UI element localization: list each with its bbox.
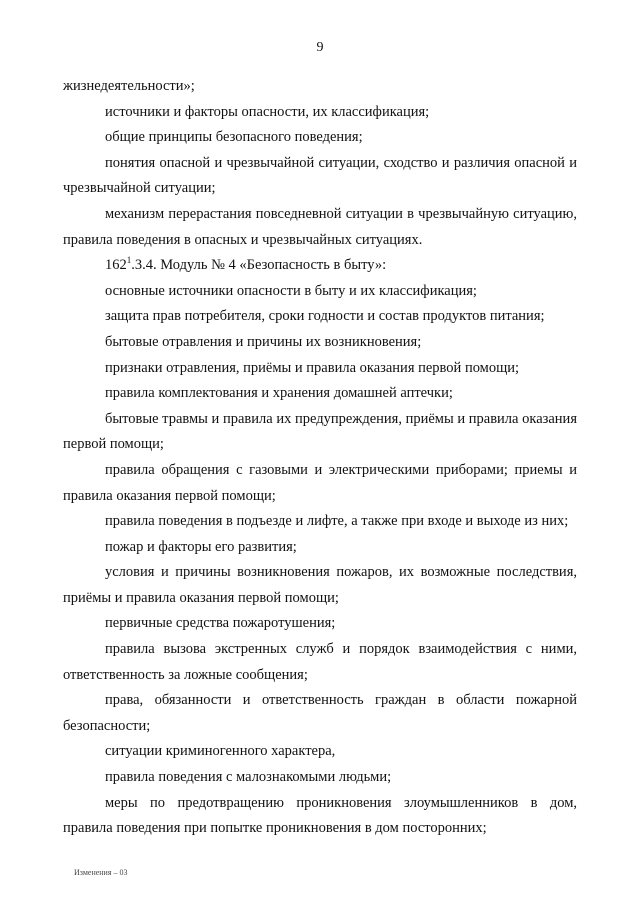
paragraph: признаки отравления, приёмы и правила оказания первой помощи; <box>105 359 520 376</box>
section-number: 162 <box>105 257 127 274</box>
section-superscript: 1 <box>126 255 132 266</box>
paragraph: основные источники опасности в быту и их классификация; <box>105 282 477 299</box>
revision-footer: Изменения – 03 <box>74 868 128 877</box>
paragraph: правила поведения в подъезде и лифте, а также при входе и выходе из них; <box>105 513 569 530</box>
paragraph: жизнедеятельности»; <box>63 78 195 94</box>
paragraph: правила обращения с газовыми и электрическими приборами; приемы и правила оказания первой помощи; <box>63 461 577 504</box>
paragraph: пожар и факторы его развития; <box>105 538 297 555</box>
paragraph: первичные средства пожаротушения; <box>105 615 336 632</box>
document-body <box>63 74 577 842</box>
page-number: 9 <box>316 40 324 55</box>
paragraph: защита прав потребителя, сроки годности и состав продуктов питания; <box>105 308 545 325</box>
section-heading <box>63 253 577 279</box>
paragraph: условия и причины возникновения пожаров, их возможные последствия, приёмы и правила оказания первой помощи; <box>63 564 577 606</box>
paragraph: источники и факторы опасности, их классификация; <box>105 103 430 120</box>
paragraph: правила вызова экстренных служб и порядок взаимодействия с ними, ответственность за ложные сообщения; <box>63 641 577 683</box>
paragraph: бытовые отравления и причины их возникновения; <box>105 333 422 350</box>
paragraph: правила комплектования и хранения домашней аптечки; <box>105 385 453 402</box>
paragraph: механизм перерастания повседневной ситуации в чрезвычайную ситуацию, правила поведения в опасных и чрезвычайных ситуациях. <box>63 205 577 248</box>
paragraph: общие принципы безопасного поведения; <box>105 129 363 146</box>
paragraph: бытовые травмы и правила их предупреждения, приёмы и правила оказания первой помощи; <box>63 410 577 453</box>
paragraph: правила поведения с малознакомыми людьми; <box>105 769 392 786</box>
paragraph: меры по предотвращению проникновения злоумышленников в дом, правила поведения при попытке проникновения в дом посторонних; <box>63 794 577 837</box>
paragraph: права, обязанности и ответственность граждан в области пожарной безопасности; <box>63 692 577 734</box>
paragraph: понятия опасной и чрезвычайной ситуации, сходство и различия опасной и чрезвычайной ситуации; <box>63 154 577 197</box>
paragraph: ситуации криминогенного характера, <box>105 743 336 760</box>
section-title: .3.4. Модуль № 4 «Безопасность в быту»: <box>131 257 387 274</box>
